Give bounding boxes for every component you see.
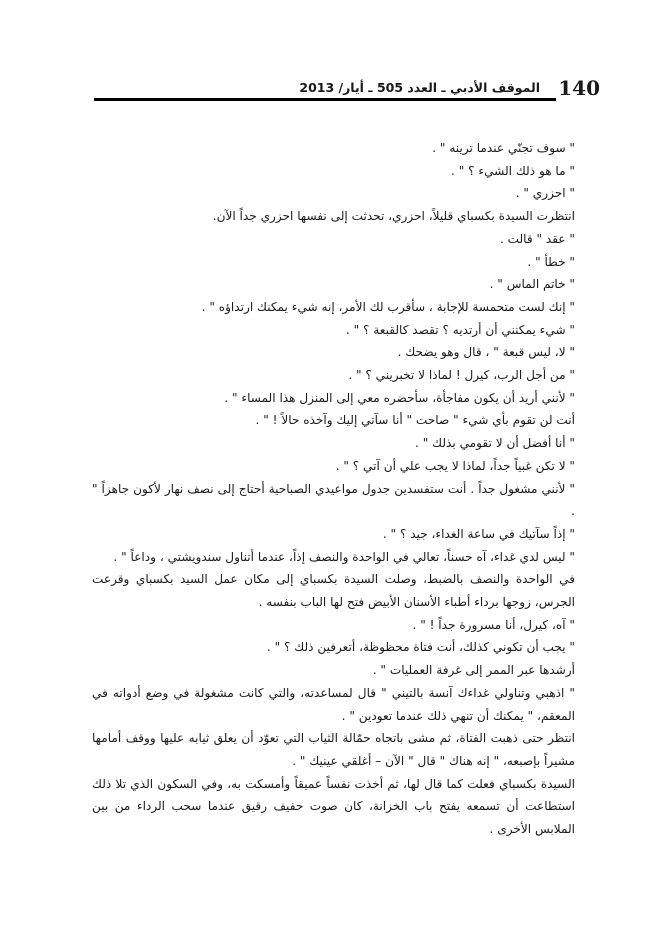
paragraph-line: " خطأ " . [527,254,575,269]
page-header [94,76,600,104]
paragraph-line: في الواحدة والنصف بالضبط، وصلت السيدة بكسباي إلى مكان عمل السيد بكسباي وقرعت الجرس، زوجها برداء أطباء الأسنان الأبيض فتح لها الباب بنفسه . [92,572,575,610]
running-title: الموقف الأدبي ـ العدد 505 ـ أيار/ 2013 [299,80,540,95]
paragraph-line: " إذاً سآتيك في ساعة الغداء، جيد ؟ " . [382,526,575,541]
paragraph-line: " لأنني أريد أن يكون مفاجأة، سأحضره معي إلى المنزل هذا المساء " . [224,390,575,405]
paragraph-line: " لا، ليس قبعة " ، قال وهو يضحك . [397,345,575,360]
paragraph-line: " اذهبي وتناولي غداءك آنسة بالتيني " قال لمساعدته، والتي كانت مشغولة في وضع أدواته في المعقم، " يمكنك أن تنهي ذلك عندما تعودين " . [92,685,575,723]
story-text [92,137,596,841]
paragraph-line: " خاتم الماس " . [489,277,575,292]
paragraph-line: " لأنني مشغول جداً . أنت ستفسدين جدول مواعيدي الصباحية أحتاج إلى نصف نهار لأكون جاهزاً " . [92,481,575,519]
paragraph-line: " عقد " قالت . [499,231,575,246]
paragraph-line: انتظر حتى ذهبت الفتاة، ثم مشى باتجاه حمّالة الثياب التي تعوّد أن يعلق ثيابه عليها ووقف أمامها مشيراً بإصبعه، " إنه هناك " قال " الآن – أغلقي عينيك " . [92,731,575,768]
page-number: 140 [558,76,600,100]
paragraph-line: " سوف تجنّي عندما ترينه " . [432,141,575,155]
paragraph-line: " أنا أفضل أن لا تقومي بذلك " . [415,436,575,451]
paragraph-line: " شيء يمكنني أن أرتديه ؟ تقصد كالقبعة ؟ " . [345,322,575,337]
paragraph-line: " لا تكن غبياً جداً، لماذا لا يجب علي أن آتي ؟ " . [335,458,575,473]
paragraph-line: " ما هو ذلك الشيء ؟ " . [451,163,575,178]
paragraph-line: أنت لن تقوم بأي شيء " صاحت " أنا سآتي إليك وآخذه حالاً ! " . [255,413,575,428]
paragraph-line: " من أجل الرب، كيرل ! لماذا لا تخبريني ؟ " . [348,368,575,383]
header-rule [94,98,556,101]
paragraph-line: انتظرت السيدة بكسباي قليلاً، احزري، تحدثت إلى نفسها احزري جداً الآن. [212,209,575,224]
paragraph-line: " يجب أن تكوني كذلك، أنت فتاة محظوظة، أتعرفين ذلك ؟ " . [266,640,575,655]
paragraph-line: السيدة بكسباي فعلت كما قال لها، ثم أخذت نفساً عميقاً وأمسكت به، وفي السكون الذي تلا ذلك استطاعت أن تسمعه يفتح باب الخزانة، كان صوت حفيف رقيق عندما سحب الرداء من بين الملابس الأخرى . [92,776,575,837]
paragraph-line: " احزري " . [515,186,575,201]
paragraph-line: أرشدها عبر الممر إلى غرفة العمليات " . [372,663,575,678]
paragraph-line: " إنك لست متحمسة للإجابة ، سأقرب لك الأمر، إنه شيء يمكنك ارتداؤه " . [201,299,575,314]
paragraph-line: " آه، كيرل، أنا مسرورة جداً ! " . [412,617,575,632]
paragraph-line: " ليس لدي غداء، آه حسناً، تعالي في الواحدة والنصف إذاً، عندما أتناول سندويشتي ، وداعاً " . [113,549,575,564]
